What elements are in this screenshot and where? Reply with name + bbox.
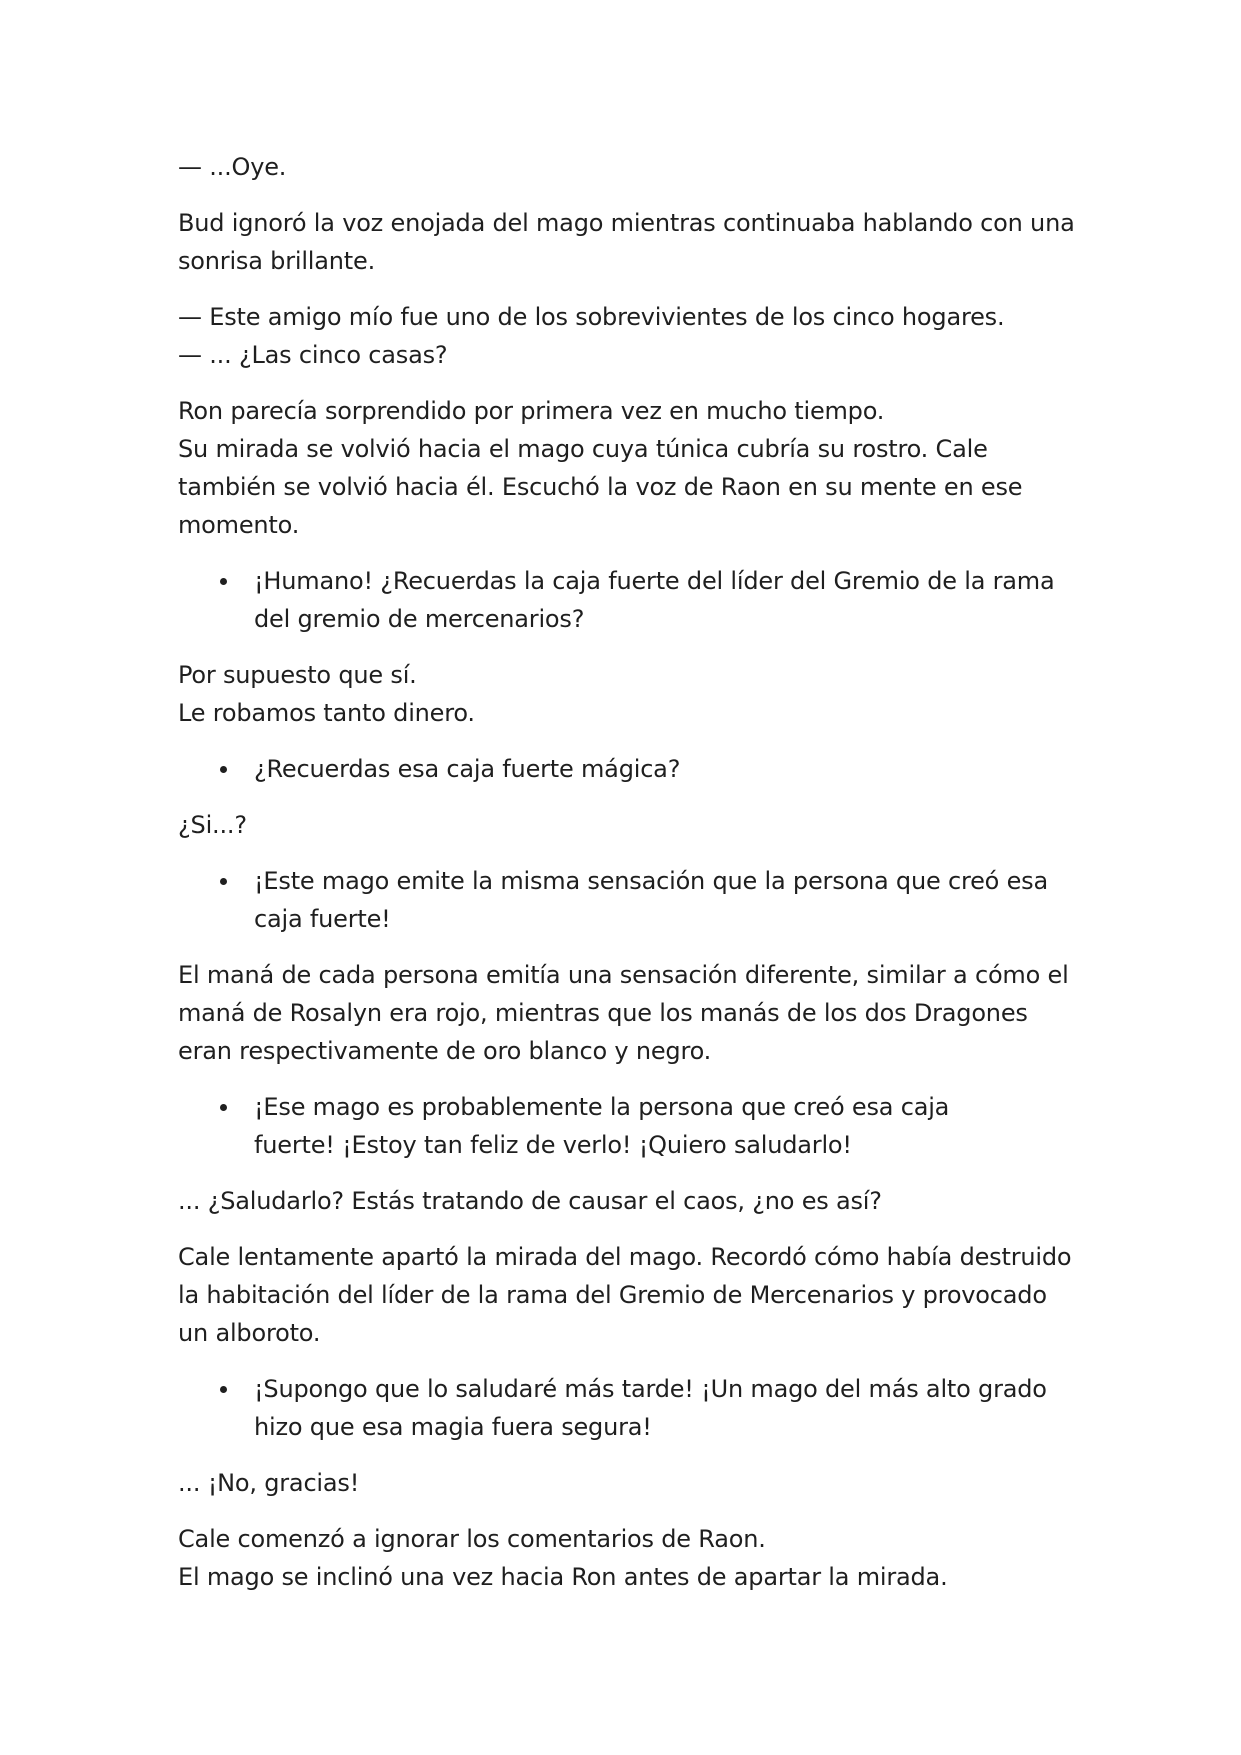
paragraph — [178, 392, 1078, 544]
paragraph — [178, 1238, 1078, 1352]
text-line: ¡Supongo que lo saludaré más tarde! ¡Un mago del más alto grado — [254, 1375, 1047, 1403]
text-line: Bud ignoró la voz enojada del mago mientras continuaba hablando con una — [178, 209, 1075, 237]
text-line: la habitación del líder de la rama del Gremio de Mercenarios y provocado — [178, 1281, 1047, 1309]
text-line: — ... ¿Las cinco casas? — [178, 341, 448, 369]
paragraph — [178, 298, 1078, 374]
text-line: sonrisa brillante. — [178, 247, 376, 275]
text-line: momento. — [178, 511, 300, 539]
text-line: caja fuerte! — [254, 905, 391, 933]
text-line: ... ¡No, gracias! — [178, 1469, 360, 1497]
paragraph — [178, 148, 1078, 186]
text-line: ... ¿Saludarlo? Estás tratando de causar el caos, ¿no es así? — [178, 1187, 882, 1215]
text-line: — Este amigo mío fue uno de los sobrevivientes de los cinco hogares. — [178, 303, 1005, 331]
paragraph — [178, 1520, 1078, 1596]
text-line: Cale lentamente apartó la mirada del mago. Recordó cómo había destruido — [178, 1243, 1072, 1271]
bullet-item — [178, 1088, 1078, 1164]
bullet-dot-icon — [220, 1386, 227, 1393]
text-line: Su mirada se volvió hacia el mago cuya túnica cubría su rostro. Cale — [178, 435, 988, 463]
paragraph — [178, 1182, 1078, 1220]
bullet-item — [178, 1370, 1078, 1446]
text-line: eran respectivamente de oro blanco y negro. — [178, 1037, 712, 1065]
bullet-dot-icon — [220, 1104, 227, 1111]
paragraph — [178, 956, 1078, 1070]
bullet-dot-icon — [220, 578, 227, 585]
text-line: Le robamos tanto dinero. — [178, 699, 475, 727]
paragraph — [178, 656, 1078, 732]
text-line: El maná de cada persona emitía una sensación diferente, similar a cómo el — [178, 961, 1069, 989]
paragraph — [178, 806, 1078, 844]
text-line: ¡Este mago emite la misma sensación que la persona que creó esa — [254, 867, 1048, 895]
text-line: hizo que esa magia fuera segura! — [254, 1413, 652, 1441]
text-line: también se volvió hacia él. Escuchó la voz de Raon en su mente en ese — [178, 473, 1023, 501]
text-line: Ron parecía sorprendido por primera vez en mucho tiempo. — [178, 397, 885, 425]
bullet-item — [178, 750, 1078, 788]
text-line: del gremio de mercenarios? — [254, 605, 585, 633]
bullet-item — [178, 562, 1078, 638]
text-line: Por supuesto que sí. — [178, 661, 417, 689]
paragraph — [178, 204, 1078, 280]
text-line: El mago se inclinó una vez hacia Ron antes de apartar la mirada. — [178, 1563, 948, 1591]
paragraph — [178, 1464, 1078, 1502]
text-line: ¡Ese mago es probablemente la persona que creó esa caja — [254, 1093, 950, 1121]
text-line: maná de Rosalyn era rojo, mientras que los manás de los dos Dragones — [178, 999, 1028, 1027]
bullet-dot-icon — [220, 766, 227, 773]
text-line: — ...Oye. — [178, 153, 287, 181]
text-line: ¿Recuerdas esa caja fuerte mágica? — [254, 755, 681, 783]
text-line: ¿Si...? — [178, 811, 247, 839]
document-body — [178, 148, 1078, 1614]
text-line: ¡Humano! ¿Recuerdas la caja fuerte del líder del Gremio de la rama — [254, 567, 1055, 595]
text-line: fuerte! ¡Estoy tan feliz de verlo! ¡Quiero saludarlo! — [254, 1131, 852, 1159]
bullet-item — [178, 862, 1078, 938]
text-line: Cale comenzó a ignorar los comentarios de Raon. — [178, 1525, 766, 1553]
bullet-dot-icon — [220, 878, 227, 885]
text-line: un alboroto. — [178, 1319, 321, 1347]
